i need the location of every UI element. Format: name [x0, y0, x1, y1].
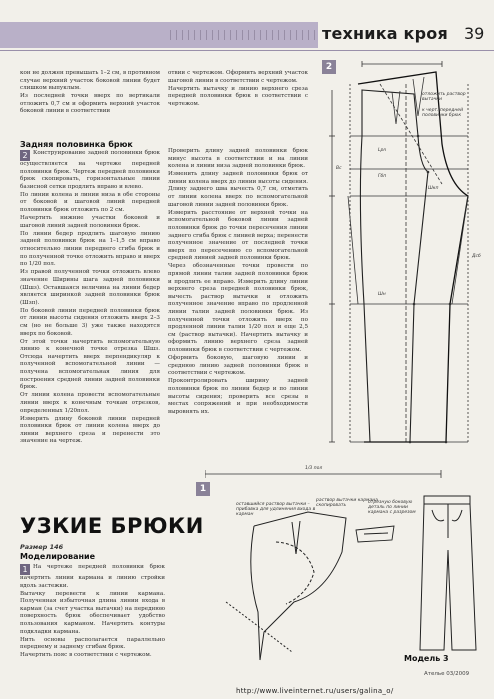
figure-1-pocket-modeling [196, 482, 396, 662]
page-number: 39 [464, 24, 485, 43]
modeling-text [20, 564, 165, 661]
text-column-2-top [168, 70, 308, 109]
paragraph: Измерить расстояние от верхней точки на вспомогательной боковой линии задней половинки брюк до точки пересечения линии заднего сгиба брюк с линией верха; перенести полученное значение от последней точки вверх по пересечению со вспомогательной средней линией задней половинки брюк. [168, 209, 308, 262]
text-column-1-back [20, 150, 160, 446]
paragraph: Из последней точки вверх по вертикали отложить 0,7 см и оформить верхний участок боковой линии в соответствии [20, 93, 160, 115]
source-url[interactable]: http://www.liveinternet.ru/users/galina_o/ [236, 687, 394, 695]
paragraph: отвии с чертежом. Оформить верхний участок шаговой линии в соответствии с чертежом. [168, 70, 308, 84]
step-badge: 2 [20, 150, 30, 161]
paragraph: кон не должен превышать 1–2 см, в противном случае верхний участок боковой линии будет слишком выпуклым. [20, 70, 160, 92]
label-dsb: Дсб [472, 254, 481, 259]
label-gbp: Гбп [378, 174, 387, 179]
paragraph: Проверить длину задней половинки брюк минус высота в соответствии и на линии колена и линии низа задней половинки брюк. [168, 148, 308, 170]
paragraph: По линии колена и линии низа в обе стороны от боковой и шаговой линий передней половинки брюк отложить по 2 см. [20, 191, 160, 214]
modeling-heading: Моделирование [20, 552, 96, 561]
model-3-sketch [410, 490, 490, 652]
paragraph: Начертить вытачку и линию верхнего среза передней половинки брюк в соответствии с чертежом. [168, 85, 308, 107]
label-shkp: Шкп [428, 186, 439, 191]
paragraph: От этой точки начертить вспомогательную линию к конечной точке отрезка Шшз. Отсюда начертить вверх перпендикуляр к полученной вспомогательной линии — получена вспомогательная линия для построения средней линии задней половинки брюк. [20, 338, 160, 391]
trousers-sketch [410, 490, 490, 652]
paragraph: Вытачку перевести к линии кармана. Полученная избыточная длина линии входа в карман (за счет участка вытачки) на переднюю поверхность брюк обеспечивает удобство пользования карманом. Начертить контуры подкладки кармана. [20, 590, 165, 635]
paragraph: По боковой линии передней половинки брюк от линии высоты сидения отложить вверх 2–3 см (но не больше 3) уже также находятся вверх по боковой. [20, 307, 160, 337]
narrow-pants-title: УЗКИЕ БРЮКИ [20, 514, 204, 538]
paragraph: От линии колена провести вспомогательные линии вверх к конечным точкам отрезков, определенных 1/20пол. [20, 392, 160, 414]
model-caption: Модель 3 [404, 654, 449, 663]
paragraph: По линии бедер продлить шаговую линию задней половинки брюк на 1–1,5 см вправо относительно линии переднего сгиба брюк и по полученной точке отложить вправо и вверх по 1/20 пол. [20, 230, 160, 268]
paragraph: Измерить длину боковой линии передней половинки брюк от линии колена вверх до линии верхнего среза и перенести это значение на чертеж. [20, 415, 160, 445]
label-lpn: Lpn [378, 148, 387, 153]
step-badge: 1 [20, 564, 30, 575]
paragraph: Из правой полученной точки отложить влево значение Ширины шага задней половинки (Шшз). Оставшаяся величина на линии бедер является ширинкой задней половинки брюк (Шзп). [20, 269, 160, 306]
text-column-2-back [168, 148, 308, 417]
header-divider [0, 50, 494, 51]
figure-2-pattern-draft [318, 54, 488, 454]
paragraph: Начертить нижние участки боковой и шаговой линий задней половинки брюк. [20, 215, 160, 229]
annotation-front-copy: к черт. передней половинки брюк [422, 108, 463, 119]
paragraph: Через обозначенные точки провести по прямой линии талии задней половинки брюк и продлить ее вправо. Измерить длину линии верхнего среза передней половинки брюк, вычесть раствор вытачки и отложить полученное значение вправо по продленной линии талии задней половинки брюк. Из полученной точки отложить вверх по продленной линии талии 1/20 пол и еще 2,5 см (раствор вытачки). Начертить вытачку и оформить линию верхнего среза задней половинки брюк в соответствии с чертежом. [168, 263, 308, 353]
back-half-heading: Задняя половинка брюк [20, 140, 133, 149]
paragraph: Оформить боковую, шаговую линии и среднюю линию задней половинки брюк в соответствии с чертежом. [168, 355, 308, 377]
paragraph: Начертить пояс в соответствии с чертежом. [20, 652, 152, 659]
label-vs: Вс [336, 166, 342, 171]
paragraph: Конструирование задней половинки брюк осуществляется на чертеже передней половинки брюк. Чертеж передней половинки брюк скопировать, горизонтальные линии базисной сетки продлить вправо и влево. [20, 150, 160, 190]
paragraph: Проконтролировать ширину задней половинки брюк по линии бедер и по линии высоты сидения; проверить все срезы в местах сопряжений и при необходимости выровнять их. [168, 378, 308, 415]
magazine-footer: Ателье 03/2009 [424, 671, 470, 677]
annotation-dart: отложить раствор вытачки [422, 92, 466, 103]
label-shn: Шн [378, 292, 386, 297]
header-ruler [170, 30, 318, 40]
paragraph: Нить основы располагается параллельно переднему и заднему сгибам брюк. [20, 636, 165, 651]
section-title: техника кроя [322, 24, 448, 43]
paragraph: Изменить длину задней половинки брюк от линии колена вверх до линии высоты сидения. Длину заднего шва вычесть 0,7 см, отметить от линии колена вверх по вспомогательной шаговой линии задней половинки брюк. [168, 171, 308, 208]
measure-line [205, 466, 445, 482]
figure-2-badge: 2 [322, 60, 336, 74]
annotation-remaining-dart: оставшийся раствор вытачки – прибавка для удлинения входа в карман [236, 502, 316, 518]
size-label: Размер 146 [20, 543, 64, 551]
annotation-side-piece: отрезную боковую деталь по линии кармана с разрезом [368, 500, 416, 516]
annotation-copy-dart: раствор вытачки кармана скопировать [316, 498, 378, 509]
measure-label: 1/3 пол [305, 466, 323, 471]
text-column-1-top [20, 70, 160, 117]
figure-1-badge: 1 [196, 482, 210, 496]
paragraph: На чертеже передней половинки брюк начертить линии кармана и линию стройки вдоль застежки. [20, 564, 165, 589]
